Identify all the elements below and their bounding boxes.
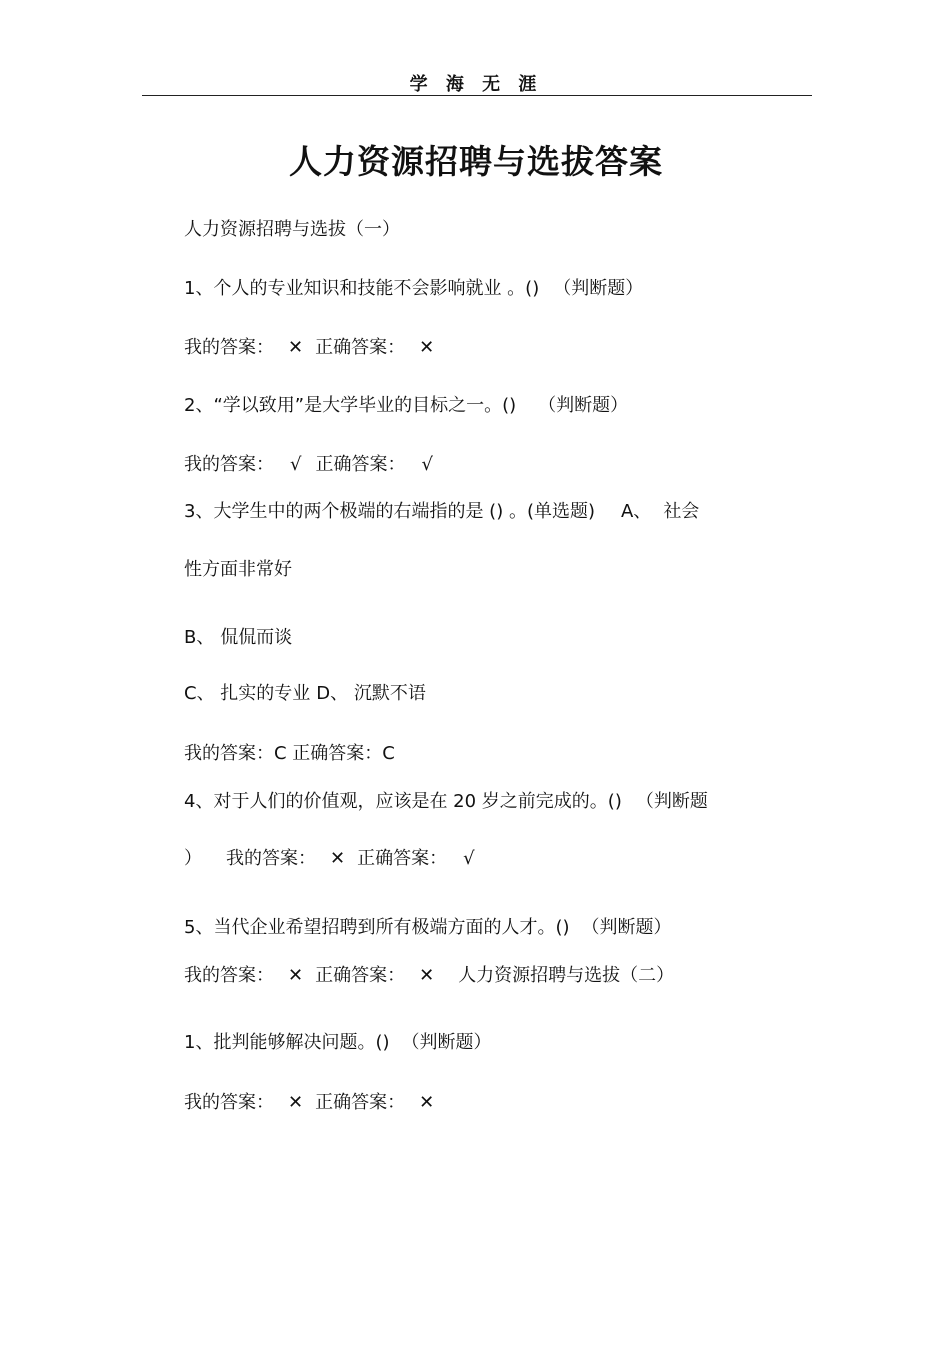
question-type: （判断题） [553, 278, 644, 299]
correct-answer-check-icon: √ [421, 454, 433, 475]
correct-answer-label: 正确答案： [315, 1092, 406, 1113]
my-answer-check-icon: √ [290, 454, 302, 475]
question-text: 4、对于人们的价值观，应该是在 20 岁之前完成的。() [184, 791, 622, 812]
header-divider [142, 95, 812, 96]
my-answer-cross-icon: ✕ [330, 848, 346, 869]
section2-answer-line-1 [184, 1091, 434, 1115]
correct-answer-label: 正确答案： [315, 337, 406, 358]
my-answer-label: 我的答案： [184, 1092, 274, 1113]
section-heading-2: 人力资源招聘与选拔（二） [458, 965, 675, 986]
my-answer-label: 我的答案： [184, 965, 274, 986]
answer-line-5 [184, 964, 674, 988]
section2-question-1 [184, 1031, 492, 1055]
question-type: （判断题） [401, 1032, 492, 1053]
question-text: 3、大学生中的两个极端的右端指的是 () 。(单选题) [184, 501, 595, 522]
correct-answer-label: 正确答案： [315, 454, 406, 475]
my-answer-label: 我的答案： [226, 848, 316, 869]
question-4 [184, 790, 708, 814]
question-text: 1、批判能够解决问题。() [184, 1032, 390, 1053]
my-answer-cross-icon: ✕ [288, 337, 304, 358]
option-b: B、 侃侃而谈 [184, 627, 293, 648]
option-d: D、 沉默不语 [316, 683, 426, 704]
correct-answer-cross-icon: ✕ [419, 1092, 435, 1113]
option-a-continuation: 性方面非常好 [184, 559, 292, 580]
question-text: 1、个人的专业知识和技能不会影响就业 。() [184, 278, 540, 299]
document-title: 人力资源招聘与选拔答案 [289, 142, 663, 181]
question-type: （判断题） [538, 395, 629, 416]
question-3 [184, 500, 699, 524]
my-answer-cross-icon: ✕ [288, 965, 304, 986]
answer-line-4 [184, 847, 475, 871]
my-answer-cross-icon: ✕ [288, 1092, 304, 1113]
question-type: （判断题 [635, 791, 708, 812]
question-text: 2、“学以致用”是大学毕业的目标之一。() [184, 395, 517, 416]
section-heading-1: 人力资源招聘与选拔（一） [184, 219, 400, 240]
option-a-label: A、 [620, 501, 652, 522]
page-header: 学 海 无 涯 [409, 74, 543, 95]
option-a-text: 社会 [663, 501, 700, 522]
correct-answer-cross-icon: ✕ [419, 337, 435, 358]
answer-line-3: 我的答案：C 正确答案：C [184, 743, 395, 764]
my-answer-label: 我的答案： [184, 454, 274, 475]
option-c: C、 扎实的专业 [184, 683, 311, 704]
my-answer-label: 我的答案： [184, 337, 274, 358]
question-text: 5、当代企业希望招聘到所有极端方面的人才。() [184, 917, 570, 938]
question-5 [184, 916, 672, 940]
question-2 [184, 394, 628, 418]
correct-answer-label: 正确答案： [315, 965, 406, 986]
correct-answer-check-icon: √ [463, 848, 475, 869]
answer-line-2 [184, 453, 433, 477]
correct-answer-label: 正确答案： [357, 848, 448, 869]
option-c-d-line [184, 682, 426, 706]
question-1 [184, 277, 643, 301]
question-type-close: ） [184, 848, 202, 869]
question-type: （判断题） [581, 917, 672, 938]
correct-answer-cross-icon: ✕ [419, 965, 435, 986]
answer-line-1 [184, 336, 434, 360]
